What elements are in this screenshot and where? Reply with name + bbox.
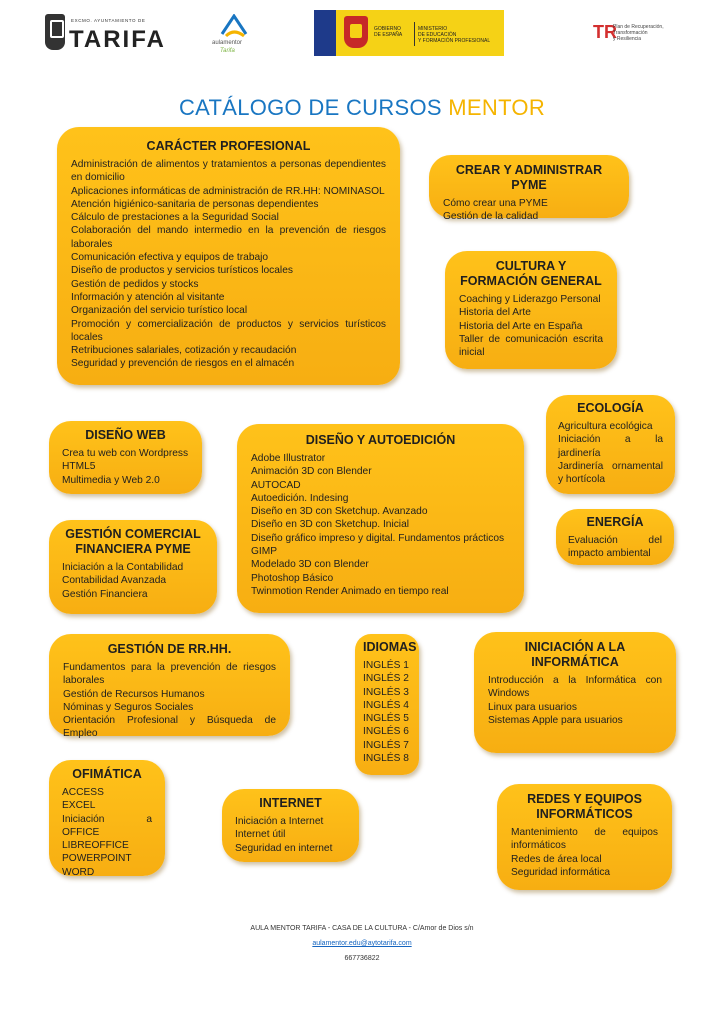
course-item: Cómo crear una PYME	[443, 198, 548, 209]
course-item: Adobe Illustrator	[251, 453, 326, 464]
tarifa-logo-text: TARIFA	[69, 26, 166, 53]
course-item: Iniciación a OFFICE	[62, 813, 152, 838]
course-item: Iniciación a la jardinería	[558, 434, 663, 459]
course-item: Internet útil	[235, 829, 286, 841]
box-title: ENERGÍA	[586, 515, 644, 529]
course-box-diseno-web	[49, 421, 202, 494]
course-item: Crea tu web con Wordpress	[62, 448, 189, 459]
course-item: Linux para usuarios	[488, 701, 577, 713]
box-title: INTERNET	[259, 796, 322, 810]
course-box-caracter-profesional	[57, 127, 400, 385]
course-item: WORD	[62, 866, 95, 878]
course-item: Colaboración del mando intermedio en la prevención de riesgos laborales	[71, 225, 386, 250]
course-item: Administración de alimentos y tratamientos a personas dependientes en domicilio	[71, 159, 386, 184]
footer-address: AULA MENTOR TARIFA - CASA DE LA CULTURA - C/Amor de Dios s/n	[250, 925, 474, 932]
page-title-part1: CATÁLOGO DE CURSOS	[178, 95, 449, 120]
tarifa-crest-icon	[45, 14, 65, 50]
course-item: Agricultura ecológica	[558, 421, 653, 432]
course-item: Iniciación a la Contabilidad	[62, 562, 184, 573]
ministerio-text: MINISTERIO DE EDUCACIÓN Y FORMACIÓN PROFESIONAL	[418, 26, 491, 44]
course-item: Jardinería ornamental y hortícola	[558, 460, 663, 486]
course-item: INGLÉS 8	[363, 753, 409, 765]
eu-flag-icon	[314, 10, 336, 56]
course-item: Promoción y comercialización de productos y servicios turísticos locales	[71, 318, 386, 343]
box-title: CREAR Y ADMINISTRAR PYME	[455, 163, 603, 192]
course-item: ACCESS	[62, 787, 104, 798]
course-item: Historia del Arte en España	[459, 320, 583, 332]
course-item: Coaching y Liderazgo Personal	[459, 294, 601, 305]
course-box-gestion-comercial	[49, 520, 217, 614]
box-title: CARÁCTER PROFESIONAL	[146, 139, 311, 153]
gobierno-text: GOBIERNO DE ESPAÑA	[374, 26, 403, 38]
course-item: INGLÉS 2	[363, 673, 409, 685]
aula-mentor-word: aulamentor	[212, 40, 243, 46]
course-item: Seguridad en internet	[235, 842, 333, 854]
course-item: Aplicaciones informáticas de administración de RR.HH: NOMINASOL	[71, 185, 385, 197]
course-box-iniciacion-informatica	[474, 632, 676, 753]
course-item: Organización del servicio turístico local	[71, 305, 248, 317]
course-item: Diseño de productos y servicios turísticos locales	[71, 265, 293, 277]
plan-recuperacion-logo	[593, 22, 693, 44]
aula-mentor-logo	[212, 14, 256, 62]
spain-shield-icon	[344, 16, 368, 48]
course-box-ofimatica	[49, 760, 165, 876]
course-box-gestion-rrhh	[49, 634, 290, 740]
course-box-ecologia	[546, 395, 675, 494]
box-title: OFIMÁTICA	[72, 767, 142, 781]
tarifa-logo-small-text: EXCMO. AYUNTAMIENTO DE	[71, 18, 146, 23]
box-title: DISEÑO Y AUTOEDICIÓN	[305, 433, 456, 447]
box-title: ECOLOGÍA	[577, 401, 644, 415]
course-item: INGLÉS 6	[363, 726, 409, 738]
box-title: CULTURA Y FORMACIÓN GENERAL	[460, 259, 602, 288]
box-title: GESTIÓN COMERCIAL FINANCIERA PYME	[65, 527, 201, 556]
course-item: Orientación Profesional y Búsqueda de Empleo	[63, 715, 276, 740]
course-item: Seguridad y prevención de riesgos en el almacén	[71, 358, 295, 370]
box-title: GESTIÓN DE RR.HH.	[107, 642, 232, 656]
box-title: DISEÑO WEB	[85, 428, 166, 442]
course-item: HTML5	[62, 461, 96, 473]
course-item: Gestión de Recursos Humanos	[63, 688, 205, 700]
course-item: Cálculo de prestaciones a la Seguridad Social	[71, 212, 279, 224]
course-box-idiomas	[355, 634, 419, 775]
footer-email-link[interactable]: aulamentor.edu@aytotarifa.com	[312, 940, 412, 947]
course-item: POWERPOINT	[62, 853, 132, 865]
course-item: Sistemas Apple para usuarios	[488, 714, 623, 726]
aula-mentor-mark-icon	[220, 14, 248, 38]
course-item: INGLÉS 4	[363, 699, 409, 711]
footer-phone: 667736822	[344, 955, 380, 962]
course-item: Gestión de la calidad	[443, 211, 539, 223]
course-item: INGLÉS 7	[363, 739, 409, 751]
course-item: Atención higiénico-sanitaria de personas dependientes	[71, 198, 319, 210]
page-title-part2: MENTOR	[448, 95, 546, 120]
course-item: Taller de comunicación escrita inicial	[459, 333, 603, 359]
box-title: INICIACIÓN A LA INFORMÁTICA	[524, 640, 626, 669]
course-item: Diseño gráfico impreso y digital. Fundamentos prácticos	[251, 532, 505, 544]
course-item: Photoshop Básico	[251, 572, 334, 584]
course-item: Seguridad informática	[511, 866, 611, 878]
course-item: GIMP	[251, 546, 278, 558]
course-item: Contabilidad Avanzada	[62, 575, 167, 587]
course-item: Comunicación efectiva y equipos de trabajo	[71, 252, 269, 264]
course-item: Nóminas y Seguros Sociales	[63, 701, 194, 713]
course-item: LIBREOFFICE	[62, 840, 129, 852]
course-item: INGLÉS 1	[363, 660, 409, 671]
course-item: Mantenimiento de equipos informáticos	[511, 827, 658, 852]
course-item: Evaluación del impacto ambiental	[568, 535, 662, 560]
aula-mentor-sub: Tarifa	[220, 48, 235, 54]
page-title	[0, 95, 724, 121]
course-item: Información y atención al visitante	[71, 291, 225, 303]
course-box-diseno-autoedicion	[237, 424, 524, 613]
course-item: Gestión Financiera	[62, 588, 148, 600]
box-title: REDES Y EQUIPOS INFORMÁTICOS	[527, 792, 642, 821]
course-item: Twinmotion Render Animado en tiempo real	[251, 585, 449, 597]
course-item: AUTOCAD	[251, 479, 301, 491]
course-item: Iniciación a Internet	[235, 816, 324, 827]
course-item: Multimedia y Web 2.0	[62, 474, 160, 486]
course-item: Gestión de pedidos y stocks	[71, 278, 199, 290]
course-item: Fundamentos para la prevención de riesgos laborales	[63, 662, 276, 687]
course-box-redes-equipos	[497, 784, 672, 890]
course-item: INGLÉS 3	[363, 686, 409, 698]
course-item: Animación 3D con Blender	[251, 466, 372, 478]
gobierno-divider	[414, 22, 415, 46]
course-box-crear-administrar-pyme	[429, 155, 629, 223]
course-item: Introducción a la Informática con Windows	[488, 675, 662, 700]
box-title: IDIOMAS	[363, 640, 417, 654]
course-box-internet	[222, 789, 359, 862]
course-item: Retribuciones salariales, cotización y recaudación	[71, 345, 297, 357]
course-item: Modelado 3D con Blender	[251, 559, 369, 571]
course-item: EXCEL	[62, 800, 96, 812]
plan-mark-icon: TR	[593, 22, 617, 42]
tarifa-logo	[45, 12, 166, 54]
course-item: Autoedición. Indesing	[251, 492, 349, 504]
course-box-cultura-formacion	[445, 251, 617, 369]
plan-text: Plan de Recuperación, Transformación y Resiliencia	[613, 24, 664, 42]
course-item: Diseño en 3D con Sketchup. Inicial	[251, 519, 409, 531]
gobierno-logo	[314, 10, 504, 56]
course-box-energia	[556, 509, 674, 565]
course-item: Redes de área local	[511, 853, 602, 865]
course-item: Diseño en 3D con Sketchup. Avanzado	[251, 506, 428, 518]
course-item: Historia del Arte	[459, 307, 531, 319]
course-item: INGLÉS 5	[363, 713, 409, 725]
